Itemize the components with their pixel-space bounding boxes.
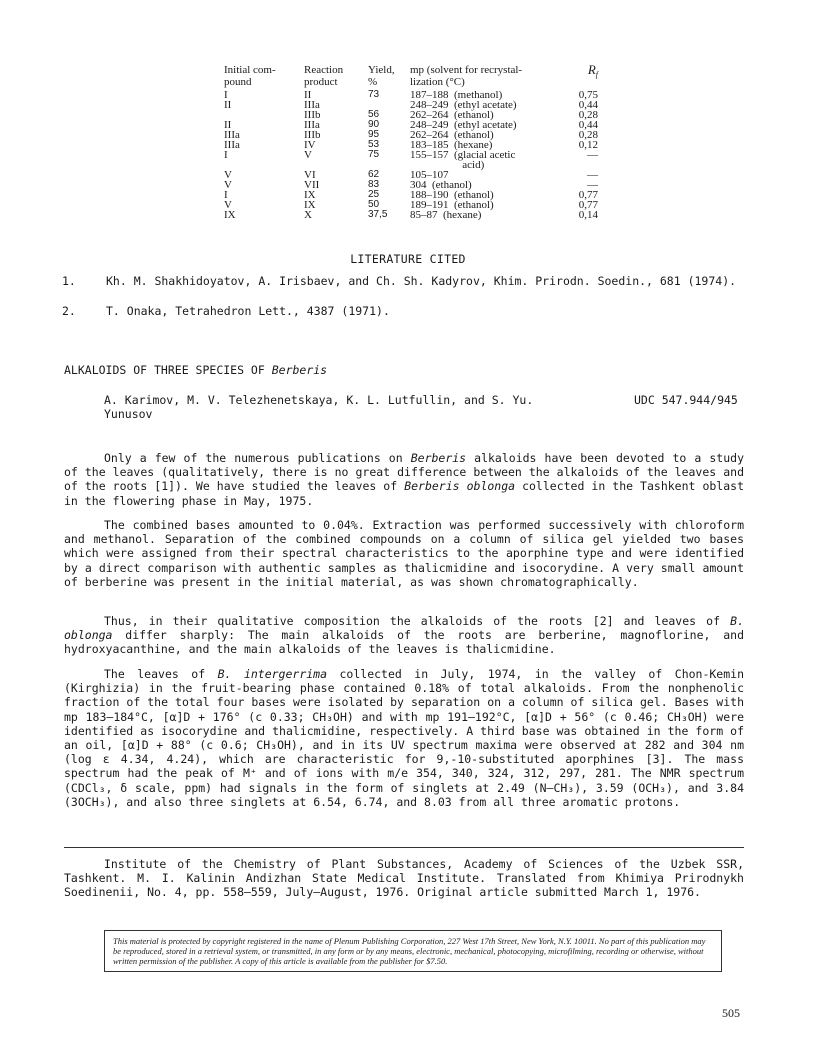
table-cell: 155–157 (glacial acetic acid)	[410, 149, 516, 171]
table-cell: 0,77	[578, 199, 598, 211]
table-cell: 187–188 (methanol)	[410, 89, 503, 101]
table-cell: IIIa	[304, 99, 320, 111]
table-cell: IIIa	[224, 139, 240, 151]
table-cell: 189–191 (ethanol)	[410, 199, 494, 211]
table-cell: —	[587, 149, 598, 161]
article-authors: A. Karimov, M. V. Telezhenetskaya, K. L. Lutfullin, and S. Yu. Yunusov	[104, 393, 534, 421]
table-cell: VII	[304, 179, 320, 191]
table-cell: IIIa	[304, 119, 320, 131]
table-cell: 248–249 (ethyl acetate)	[410, 119, 517, 131]
table-cell: 0,14	[578, 209, 598, 221]
reference-1: 1. Kh. M. Shakhidoyatov, A. Irisbaev, and Ch. Sh. Kadyrov, Khim. Prirodn. Soedin., 681 (1974).	[62, 274, 737, 288]
table-cell: 83	[368, 179, 380, 190]
table-cell: 248–249 (ethyl acetate)	[410, 99, 517, 111]
table-cell: 0,44	[578, 119, 598, 131]
literature-heading: LITERATURE CITED	[350, 252, 466, 266]
table-cell: 90	[368, 119, 380, 130]
table-cell: I	[224, 189, 228, 201]
col-header-yield: Yield, %	[368, 64, 395, 88]
paragraph-1: Only a few of the numerous publications on Berberis alkaloids have been devoted to a study of the leaves (qualitatively, there is no great difference between the alkaloids of the leaves and of the roots [1]). We have studied the leaves of Berberis oblonga collected in the Tashkent oblast in the flowering phase in May, 1975.	[64, 451, 744, 508]
table-cell: V	[304, 149, 312, 161]
article-title: ALKALOIDS OF THREE SPECIES OF Berberis	[64, 363, 328, 377]
table-row	[222, 150, 598, 170]
table-cell: 262–264 (ethanol)	[410, 129, 494, 141]
table-cell: II	[224, 99, 232, 111]
table-cell: V	[224, 199, 232, 211]
table-cell: 0,75	[578, 89, 598, 101]
table-cell: 53	[368, 139, 380, 150]
table-cell: 0,12	[578, 139, 598, 151]
table-cell: 183–185 (hexane)	[410, 139, 493, 151]
table-row	[222, 210, 598, 220]
table-cell: IX	[304, 199, 316, 211]
table-cell: 75	[368, 149, 380, 160]
table-cell: 56	[368, 109, 380, 120]
table-cell: II	[224, 119, 232, 131]
table-cell: X	[304, 209, 312, 221]
copyright-notice: This material is protected by copyright registered in the name of Plenum Publishing Corporation, 227 West 17th Street, New York, N.Y. 10011. No part of this publication may be reproduced, stored in a retrieval system, or transmitted, in any form or by any means, electronic, mechanical, photocopying, microfilming, recording or otherwise, without written permission of the publisher. A copy of this article is available from the publisher for $7.50.	[104, 930, 722, 972]
results-table	[222, 64, 622, 220]
table-cell: 105–107	[410, 169, 449, 181]
table-cell: 25	[368, 189, 380, 200]
page-number: 505	[722, 1006, 740, 1020]
table-cell: IV	[304, 139, 316, 151]
table-cell: I	[224, 89, 228, 101]
table-cell: 0,44	[578, 99, 598, 111]
table-cell: IX	[304, 189, 316, 201]
table-cell: IIIb	[304, 129, 321, 141]
table-cell: IIIa	[224, 129, 240, 141]
col-header-mp: mp (solvent for recrystal- lization (°C)	[410, 64, 523, 88]
table-cell: 0,28	[578, 129, 598, 141]
table-cell: V	[224, 169, 232, 181]
table-cell: 304 (ethanol)	[410, 179, 472, 191]
table-cell: 95	[368, 129, 380, 140]
paragraph-3: Thus, in their qualitative composition the alkaloids of the roots [2] and leaves of B. oblonga differ sharply: The main alkaloids of the roots are berberine, magnoflorine, and hydroxyacanthine, and the main alkaloids of the leaves is thalicmidine.	[64, 614, 744, 657]
table-cell: V	[224, 179, 232, 191]
paragraph-2: The combined bases amounted to 0.04%. Extraction was performed successively with chloroform and methanol. Separation of the combined compounds on a column of silica gel yielded two bases which were assigned from their spectral characteristics to the aporphine type and were identified by a direct comparison with authentic samples as thalicmidine and isocorydine. A very small amount of berberine was present in the initial material, as was shown chromatographically.	[64, 518, 744, 589]
affiliation-note: Institute of the Chemistry of Plant Substances, Academy of Sciences of the Uzbek SSR, Tashkent. M. I. Kalinin Andizhan State Medical Institute. Translated from Khimiya Prirodnykh Soedinenii, No. 4, pp. 558–559, July–August, 1976. Original article submitted March 1, 1976.	[64, 857, 744, 899]
table-cell: IX	[224, 209, 236, 221]
col-header-rf: $R_f$	[587, 62, 598, 80]
col-header-initial: Initial com- pound	[224, 64, 276, 88]
table-cell: II	[304, 89, 312, 101]
paragraph-4: The leaves of B. intergerrima collected in July, 1974, in the valley of Chon-Kemin (Kirghizia) in the fruit-bearing phase contained 0.18% of total alkaloids. From the nonphenolic fraction of the total four bases were isolated by separation on a column of silica gel. Bases with mp 183–184°C, [α]D + 176° (c 0.33; CH₃OH) and with mp 191–192°C, [α]D + 56° (c 0.46; CH₃OH) were identified as isocorydine and thalicmidine, respectively. A third base was obtained in the form of an oil, [α]D + 88° (c 0.6; CH₃OH), and in its UV spectrum maxima were observed at 282 and 304 nm (log ε 4.34, 4.24), which are characteristic for 9,-10-substituted aporphines [3]. The mass spectrum had the peak of M⁺ and of ions with m/e 354, 340, 324, 312, 297, 281. The NMR spectrum (CDCl₃, δ scale, ppm) had signals in the form of singlets at 2.49 (N–CH₃), 3.59 (OCH₃), and 3.84 (3OCH₃), and also three singlets at 6.54, 6.74, and 8.03 from all three aromatic protons.	[64, 667, 745, 809]
table-cell: 0,28	[578, 109, 598, 121]
table-cell: 0,77	[578, 189, 598, 201]
footnote-rule	[64, 847, 744, 848]
table-cell: 50	[368, 199, 380, 210]
reference-2: 2. T. Onaka, Tetrahedron Lett., 4387 (1971).	[62, 304, 390, 318]
table-cell: —	[587, 169, 598, 181]
table-cell: 262–264 (ethanol)	[410, 109, 494, 121]
table-cell: I	[224, 149, 228, 161]
table-cell: 37,5	[368, 209, 388, 220]
udc-code: UDC 547.944/945	[634, 393, 738, 407]
table-cell	[222, 110, 296, 120]
table-cell: VI	[304, 169, 316, 181]
table-cell: IIIb	[304, 109, 321, 121]
col-header-product: Reaction product	[304, 64, 344, 88]
table-cell: 188–190 (ethanol)	[410, 189, 494, 201]
table-cell: 73	[368, 89, 380, 100]
table-cell: 62	[368, 169, 380, 180]
table-cell: —	[587, 179, 598, 191]
table-cell: 85–87 (hexane)	[410, 209, 482, 221]
